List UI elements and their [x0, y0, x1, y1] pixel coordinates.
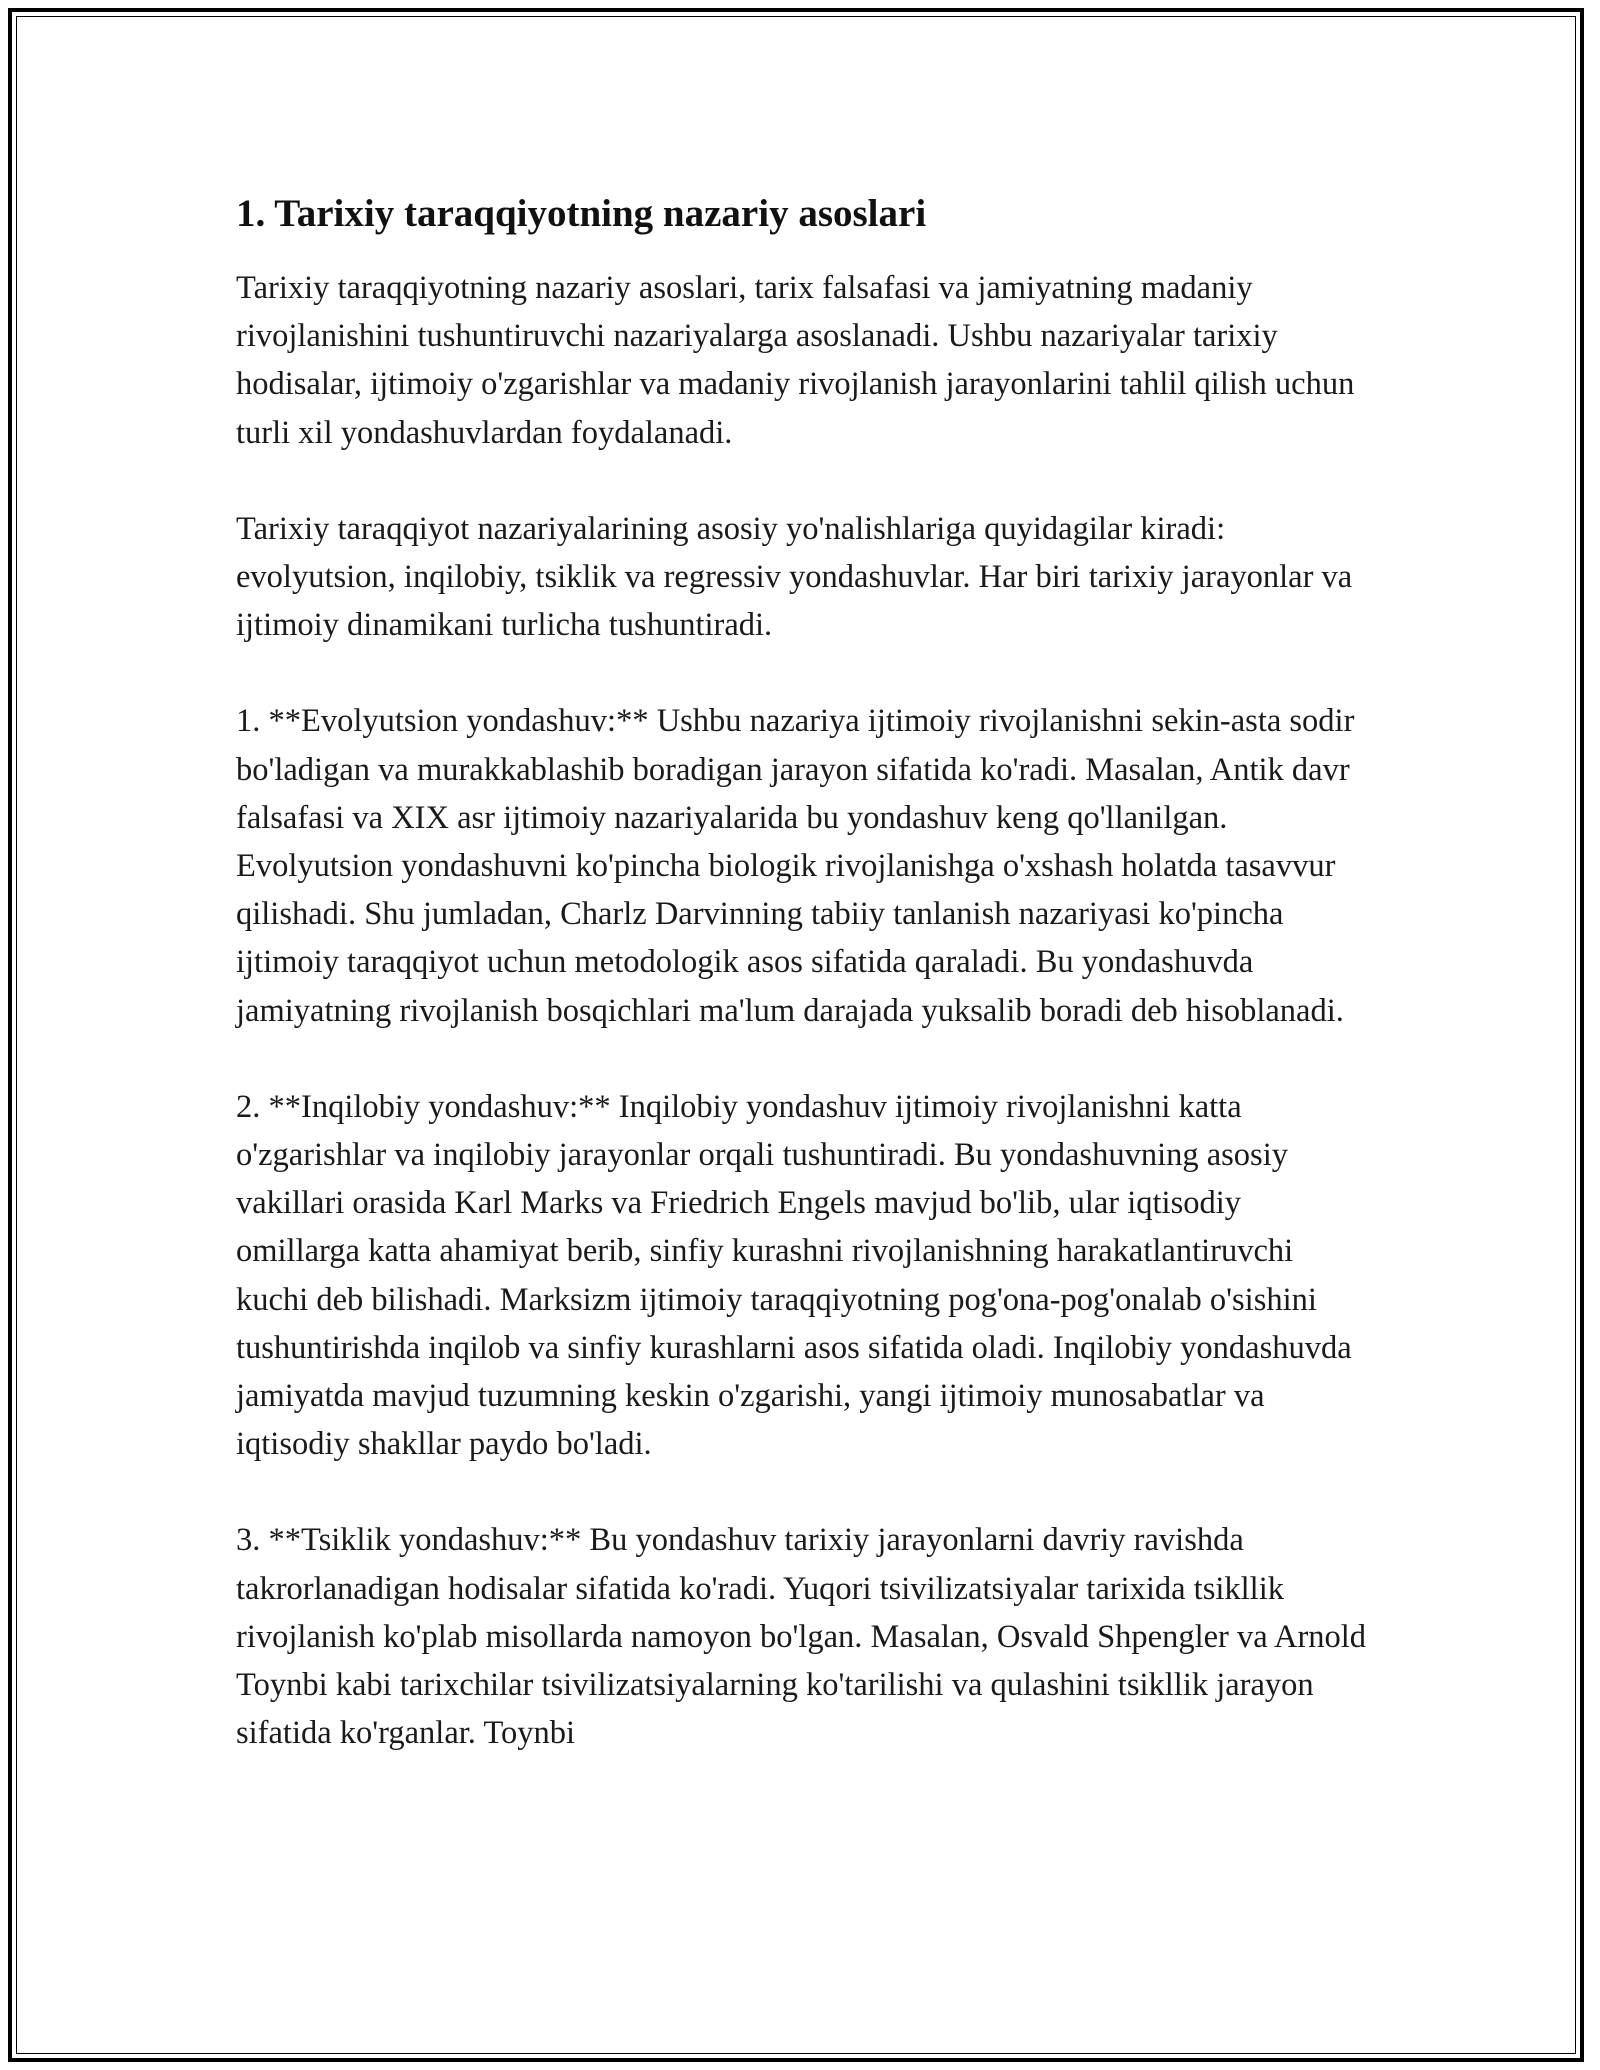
paragraph-evolutionary: 1. **Evolyutsion yondashuv:** Ushbu nazariya ijtimoiy rivojlanishni sekin-asta sodir bo'ladigan va murakkablashib boradigan jarayon sifatida ko'radi. Masalan, Antik davr falsafasi va XIX asr ijtimoiy nazariyalarida bu yondashuv keng qo'llanilgan. Evolyutsion yondashuvni ko'pincha biologik rivojlanishga o'xshash holatda tasavvur qilishadi. Shu jumladan, Charlz Darvinning tabiiy tanlanish nazariyasi ko'pincha ijtimoiy taraqqiyot uchun metodologik asos sifatida qaraladi. Bu yondashuvda jamiyatning rivojlanish bosqichlari ma'lum darajada yuksalib boradi deb hisoblanadi.: [236, 703, 1355, 1029]
paragraph-directions: Tarixiy taraqqiyot nazariyalarining asosiy yo'nalishlariga quyidagilar kiradi: evolyutsion, inqilobiy, tsiklik va regressiv yondashuvlar. Har biri tarixiy jarayonlar va ijtimoiy dinamikani turlicha tushuntiradi.: [236, 510, 1353, 644]
paragraph-revolutionary: 2. **Inqilobiy yondashuv:** Inqilobiy yondashuv ijtimoiy rivojlanishni katta o'zgarishlar va inqilobiy jarayonlar orqali tushuntiradi. Bu yondashuvning asosiy vakillari orasida Karl Marks va Friedrich Engels mavjud bo'lib, ular iqtisodiy omillarga katta ahamiyat berib, sinfiy kurashni rivojlanishning harakatlantiruvchi kuchi deb bilishadi. Marksizm ijtimoiy taraqqiyotning pog'ona-pog'onalab o'sishini tushuntirishda inqilob va sinfiy kurashlarni asos sifatida oladi. Inqilobiy yondashuvda jamiyatda mavjud tuzumning keskin o'zgarishi, yangi ijtimoiy munosabatlar va iqtisodiy shakllar paydo bo'ladi.: [236, 1088, 1352, 1463]
section-heading: 1. Tarixiy taraqqiyotning nazariy asoslari: [236, 192, 927, 235]
paragraph-intro: Tarixiy taraqqiyotning nazariy asoslari, tarix falsafasi va jamiyatning madaniy rivojlanishini tushuntiruvchi nazariyalarga asoslanadi. Ushbu nazariyalar tarixiy hodisalar, ijtimoiy o'zgarishlar va madaniy rivojlanish jarayonlarini tahlil qilish uchun turli xil yondashuvlardan foydalanadi.: [236, 270, 1355, 451]
paragraph-cyclical: 3. **Tsiklik yondashuv:** Bu yondashuv tarixiy jarayonlarni davriy ravishda takrorlanadigan hodisalar sifatida ko'radi. Yuqori tsivilizatsiyalar tarixida tsikllik rivojlanish ko'plab misollarda namoyon bo'lgan. Masalan, Osvald Shpengler va Arnold Toynbi kabi tarixchilar tsivilizatsiyalarning ko'tarilishi va qulashini tsikllik jarayon sifatida ko'rganlar. Toynbi: [236, 1522, 1367, 1752]
document-body: [236, 184, 1371, 1757]
